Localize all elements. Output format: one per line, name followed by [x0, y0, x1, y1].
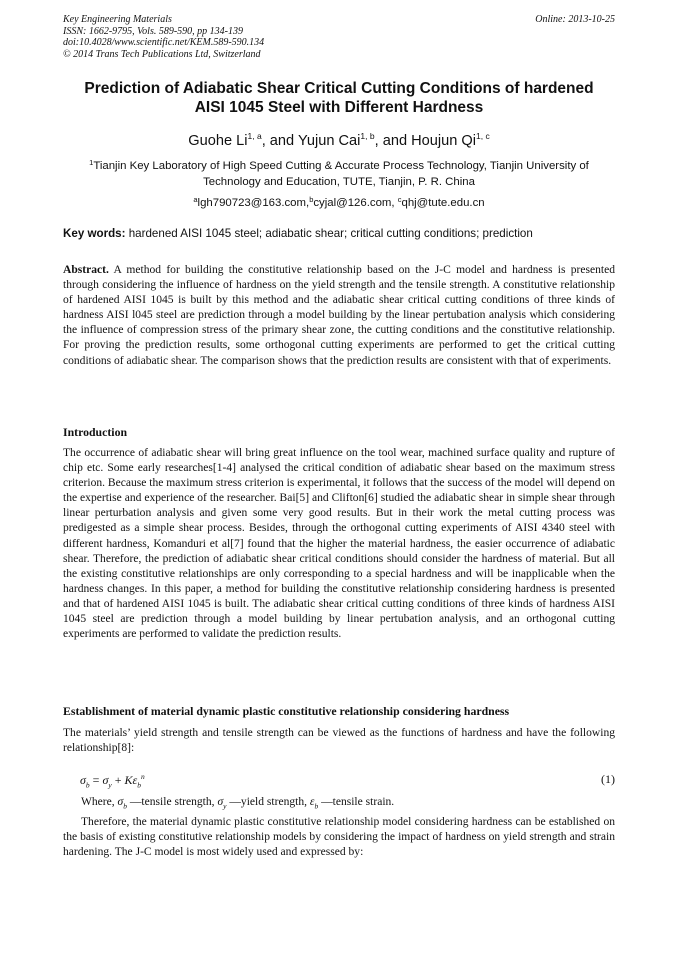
- journal-name: Key Engineering Materials: [63, 14, 172, 25]
- equation-body: $\sigma_b = \sigma_y + K\varepsilon_b^n$: [80, 772, 145, 790]
- email-mark: b: [309, 195, 314, 204]
- paper-title: [63, 79, 615, 117]
- author-name: Yujun Cai: [297, 133, 361, 149]
- journal-header: [63, 14, 615, 60]
- author-separator: , and: [261, 133, 298, 149]
- issn-line: ISSN: 1662-9795, Vols. 589-590, pp 134-139: [63, 25, 243, 37]
- author-affil-mark: 1, a: [247, 131, 262, 141]
- affiliation-line-2: Technology and Education, TUTE, Tianjin, P. R. China: [203, 175, 475, 188]
- abstract-text: A method for building the constitutive relationship based on the J-C model and hardness is presented through considering the influence of hardness on the yield strength and the tensile strength. A constitutive relationship of hardened AISI 1045 is built by this method and the adiabatic shear critical cutting conditions of three kinds of hardness AISI l045 steel are prediction through a model building by the linear pertubation analysis which considering the influence of compression stress of the primary shear zone, the cutting conditions and the constitutive relationship. For proving the prediction results, some orthogonal cutting experiments are performed to get the critical cutting conditions of adiabatic shear. The comparison shows that the prediction results are consistent with that of experiments.: [63, 264, 615, 367]
- section-heading-constitutive: Establishment of material dynamic plastic constitutive relationship considering hardness: [63, 704, 510, 718]
- email-mark: c: [397, 195, 402, 204]
- keywords-label: Key words:: [63, 227, 126, 240]
- section-heading-introduction: Introduction: [63, 425, 128, 439]
- author-affil-mark: 1, c: [476, 131, 490, 141]
- affiliation-line-1: Tianjin Key Laboratory of High Speed Cutting & Accurate Process Technology, Tianjin University of: [93, 160, 589, 172]
- abstract-label: Abstract.: [63, 264, 109, 276]
- email-address: cyjal@126.com,: [313, 197, 398, 209]
- doi-line: doi:10.4028/www.scientific.net/KEM.589-590.134: [63, 37, 265, 49]
- introduction-paragraph: The occurrence of adiabatic shear will bring great influence on the tool wear, machined surface quality and rupture of chip etc. Some early researches[1-4] analysed the critical condition of adiabatic shear based on the maximum stress criterion. Because the maximum stress criterion is experimental, it follows that the success of the model will depend on the expertise and experience of the researcher. Bai[5] and Clifton[6] studied the adiabatic shear in simple shear through linear perturbation analysis and given some very good results. But in their work the metal cutting process was predigested as a simple shear process. Besides, through the orthogonal cutting experiments of AISI 4340 steel with different hardness, Komanduri et al[7] found that the higher the material hardness, the easier occurrence of adiabatic shear. Therefore, the prediction of adiabatic shear critical conditions should consider the hardness of material. But all the existing constitutive relationships are only corresponding to a special hardness and will be inapplicable when the hardness changes. In this paper, a method for building the constitutive relationship considering hardness is presented and that of hardened AISI 1045 is built. The adiabatic shear critical cutting conditions of three kinds of hardness AISI 1045 steel are prediction through a model building by linear pertubation analysis, and an orthogonal cutting experiments are performed to validate the prediction results.: [63, 447, 615, 641]
- keywords: [63, 226, 615, 241]
- affiliation-mark: 1: [89, 158, 94, 167]
- abstract: [63, 263, 615, 369]
- where-line: Where, $\sigma_b$ —tensile strength, $\sigma_y$ —yield strength, $\varepsilon_b$ —tensile strain.: [81, 796, 395, 811]
- author-separator: , and: [374, 133, 412, 149]
- email-address: qhj@tute.edu.cn: [401, 197, 485, 209]
- author-name: Houjun Qi: [411, 133, 477, 149]
- author-affil-mark: 1, b: [360, 131, 375, 141]
- email-list: [63, 192, 615, 211]
- equation-number: (1): [601, 772, 615, 786]
- online-date: Online: 2013-10-25: [535, 14, 615, 25]
- closing-paragraph: Therefore, the material dynamic plastic constitutive relationship model considering hardness can be established on the basis of existing constitutive relationship models by considering the impact of hardness on yield strength and strain hardening. The J-C model is most widely used and expressed by:: [63, 816, 615, 859]
- email-address: lgh790723@163.com,: [197, 197, 310, 209]
- equation-1: [80, 772, 615, 789]
- title-line-2: AISI 1045 Steel with Different Hardness: [194, 99, 484, 116]
- affiliation: [63, 155, 615, 190]
- copyright-line: © 2014 Trans Tech Publications Ltd, Switzerland: [63, 48, 261, 60]
- email-mark: a: [193, 195, 198, 204]
- section-paragraph: The materials’ yield strength and tensile strength can be viewed as the functions of hardness and have the following relationship[8]:: [63, 727, 615, 755]
- keywords-text: hardened AISI 1045 steel; adiabatic shear; critical cutting conditions; prediction: [125, 227, 533, 240]
- title-line-1: Prediction of Adiabatic Shear Critical Cutting Conditions of hardened: [84, 80, 594, 97]
- author-list: [63, 127, 615, 150]
- author-name: Guohe Li: [188, 133, 248, 149]
